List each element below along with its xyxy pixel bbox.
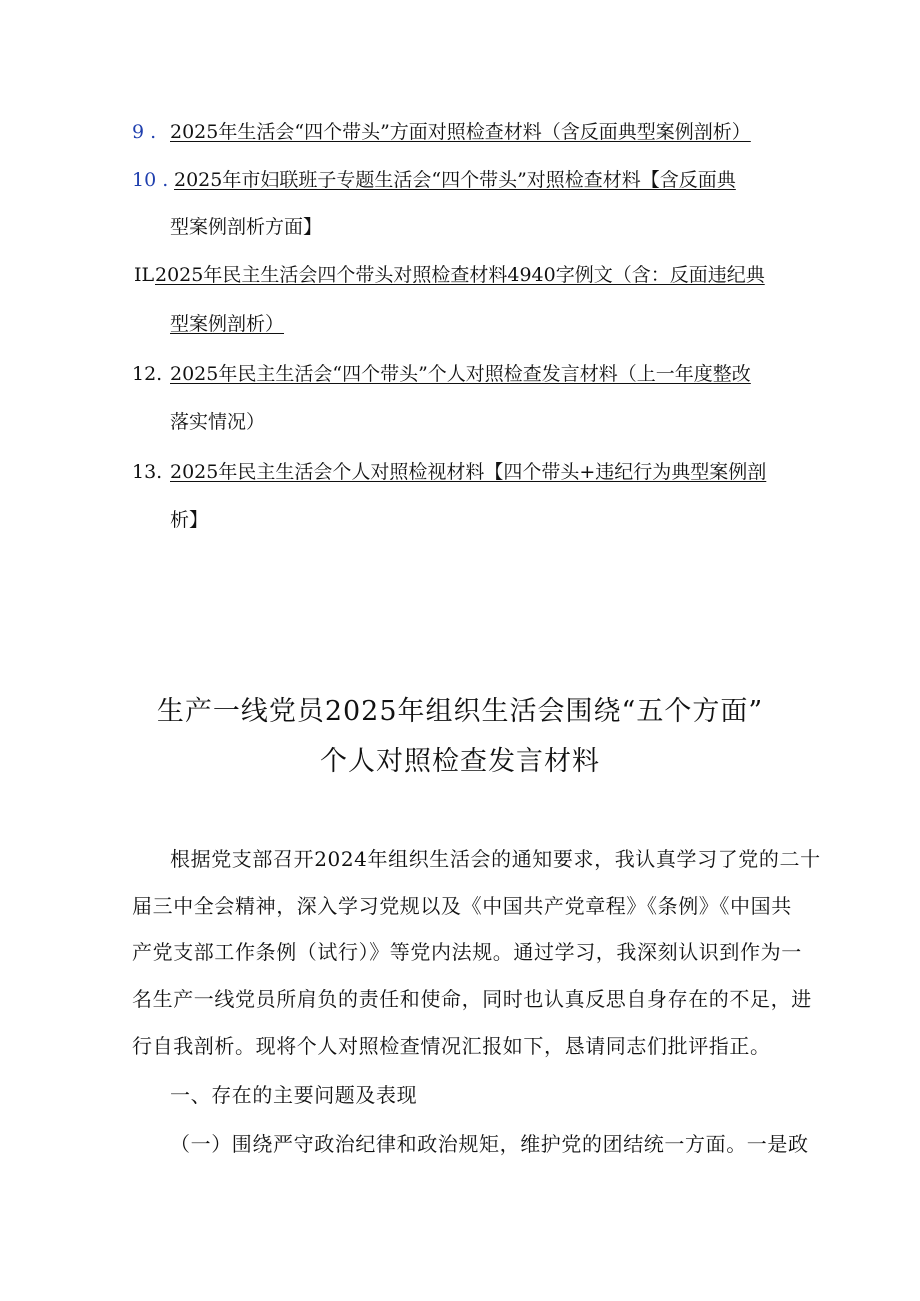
toc-link-13-cont[interactable]: 析】 (170, 509, 209, 531)
toc-num-10: 10 (132, 169, 157, 191)
paragraph-line: 届三中全会精神，深入学习党规以及《中国共产党章程》《条例》《中国共 (132, 894, 792, 918)
toc-num-9: 9 (132, 121, 145, 143)
toc-num-12: 12. (132, 363, 163, 385)
paragraph-line: 根据党支部召开2024年组织生活会的通知要求，我认真学习了党的二十 (170, 847, 821, 871)
toc-number (132, 120, 156, 144)
toc-link-9[interactable]: 2025年生活会“四个带头”方面对照检查材料（含反面典型案例剖析） (170, 121, 751, 143)
toc-link-13[interactable]: 2025年民主生活会个人对照检视材料【四个带头+违纪行为典型案例剖 (170, 461, 767, 483)
toc-number (132, 168, 168, 192)
toc-link-11-cont[interactable]: 型案例剖析） (170, 313, 285, 335)
toc-num-11: IL (134, 264, 155, 286)
paragraph-line: 产党支部工作条例（试行）》等党内法规。通过学习，我深刻认识到作为一 (132, 940, 802, 964)
paragraph-line: 行自我剖析。现将个人对照检查情况汇报如下，恳请同志们批评指正。 (132, 1034, 771, 1058)
toc-link-10[interactable]: 2025年市妇联班子专题生活会“四个带头”对照检查材料【含反面典 (174, 169, 736, 191)
paragraph-line: 名生产一线党员所肩负的责任和使命，同时也认真反思自身存在的不足，进 (132, 987, 812, 1011)
toc-link-10-cont[interactable]: 型案例剖析方面】 (170, 216, 323, 238)
toc-sep-10: . (156, 169, 169, 191)
document-title-line-2: 个人对照检查发言材料 (320, 746, 600, 777)
toc-link-12[interactable]: 2025年民主生活会“四个带头”个人对照检查发言材料（上一年度整改 (170, 363, 751, 385)
toc-link-12-cont[interactable]: 落实情况） (170, 411, 266, 433)
section-heading: 一、存在的主要问题及表现 (170, 1083, 418, 1107)
toc-sep-9: . (144, 121, 157, 143)
toc-num-13: 13. (132, 461, 163, 483)
toc-link-11[interactable]: 2025年民主生活会四个带头对照检查材料4940字例文（含：反面违纪典 (155, 264, 765, 286)
paragraph-line: （一）围绕严守政治纪律和政治规矩，维护党的团结统一方面。一是政 (170, 1132, 809, 1156)
document-title-line-1: 生产一线党员2025年组织生活会围绕“五个方面” (156, 696, 764, 727)
